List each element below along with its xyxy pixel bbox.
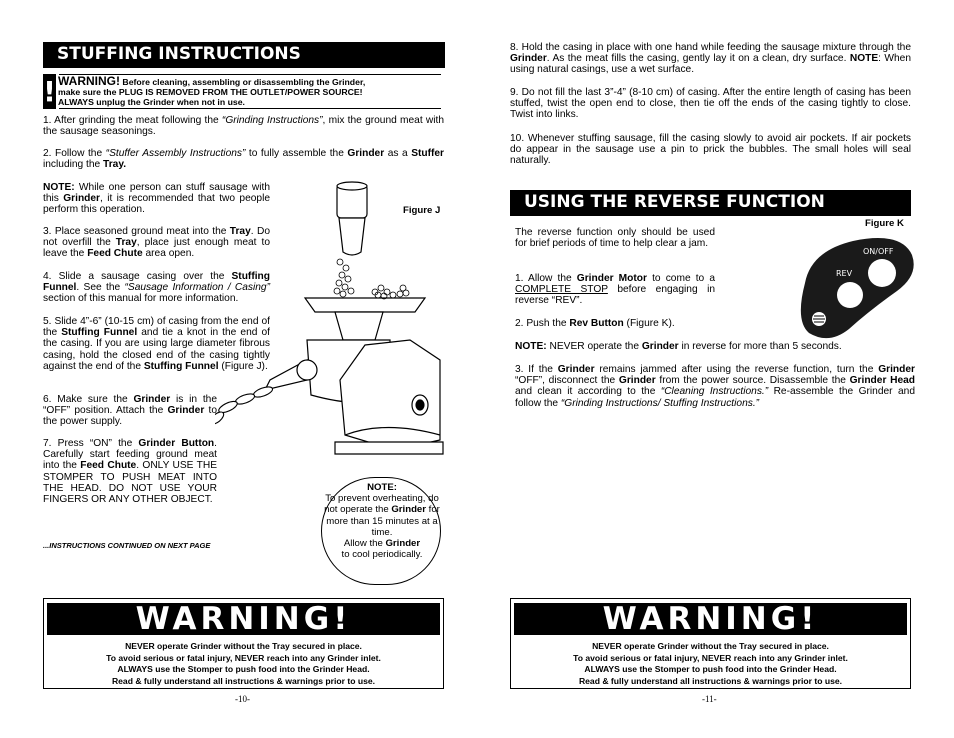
figure-j-label: Figure J [403,205,441,216]
unplug-warning-box [43,74,441,109]
rev-label: REV [836,269,853,278]
ground-meat-pieces [334,259,409,299]
vent-icon [812,312,826,326]
warning-footer-right [510,598,911,689]
reverse-step-2: 2. Push the Rev Button (Figure K). [515,318,675,329]
overheating-note-text: NOTE: To prevent overheating, do not operate the Grinder for more than 15 minutes at a time. Allow the Grinder to cool periodically. [324,482,440,561]
warning-footer-line: To avoid serious or fatal injury, NEVER reach into any Grinder inlet. [573,652,848,663]
control-panel-figure [791,233,916,343]
control-panel-shape [791,233,916,343]
warning-footer-line: To avoid serious or fatal injury, NEVER reach into any Grinder inlet. [106,652,381,663]
reverse-step-1: 1. Allow the Grinder Motor to come to a COMPLETE STOP before engaging in reverse “REV”. [515,273,715,307]
step-6: 6. Make sure the Grinder is in the “OFF” position. Attach the Grinder to the power supply. [43,394,218,428]
warning-footer-line: Read & fully understand all instructions & warnings prior to use. [578,675,843,686]
warning-line1: Before cleaning, assembling or disassembling the Grinder, [122,77,366,87]
warning-footer-line: NEVER operate Grinder without the Tray secured in place. [125,641,362,651]
exclamation-icon: ! [43,75,56,108]
grinder-stuffer-illustration [215,180,445,480]
warning-footer-title: WARNING! [47,603,440,635]
step-1: 1. After grinding the meat following the “Grinding Instructions”, mix the ground meat with the sausage seasonings. [43,115,445,138]
warning-footer-title: WARNING! [514,603,907,635]
step-4: 4. Slide a sausage casing over the Stuffing Funnel. See the “Sausage Information / Casing” section of this manual for more information. [43,271,270,305]
reverse-note: NOTE: NEVER operate the Grinder in reverse for more than 5 seconds. [515,341,842,352]
reverse-intro: The reverse function only should be used for brief periods of time to help clear a jam. [515,227,715,250]
step-10: 10. Whenever stuffing sausage, fill the casing slowly to avoid air pockets. If air pockets do appear in the sausage use a pin to prick the bubbles. The small holes will seal naturally. [510,133,911,167]
warning-footer-line: Read & fully understand all instructions & warnings prior to use. [111,675,376,686]
onoff-label: ON/OFF [863,247,894,256]
warning-line3: ALWAYS unplug the Grinder when not in use. [58,97,245,108]
page-number-left: -10- [235,694,250,704]
stomper-shaft [339,218,365,255]
warning-footer-left [43,598,444,689]
warning-title: WARNING! [58,74,120,88]
warning-footer-line: ALWAYS use the Stomper to push food into the Grinder Head. [584,664,837,675]
figure-k-label: Figure K [865,218,904,229]
step-7: 7. Press “ON” the Grinder Button. Carefully start feeding ground meat into the Feed Chute. ONLY USE THE STOMPER TO PUSH MEAT INTO THE HEAD. DO NOT USE YOUR FINGERS OR ANY OTHER OBJECT. [43,438,217,506]
note-two-people: NOTE: While one person can stuff sausage with this Grinder, it is recommended that two people perform this operation. [43,182,270,216]
rev-button [837,282,863,308]
tray [305,298,425,312]
step-3: 3. Place seasoned ground meat into the Tray. Do not overfill the Tray, place just enough meat to leave the Feed Chute area open. [43,226,271,260]
step-8: 8. Hold the casing in place with one hand while feeding the sausage mixture through the Grinder. As the meat fills the casing, gently lay it on a clean, dry surface. NOTE: When using natural casings, use a wet surface. [510,42,912,76]
left-section-heading: STUFFING INSTRUCTIONS [43,42,445,68]
warning-line2: make sure the PLUG IS REMOVED FROM THE OUTLET/POWER SOURCE! [58,87,363,98]
onoff-button [868,259,896,287]
continued-note: ...INSTRUCTIONS CONTINUED ON NEXT PAGE [43,541,211,550]
step-2: 2. Follow the “Stuffer Assembly Instructions” to fully assemble the Grinder as a Stuffer including the Tray. [43,148,445,171]
warning-footer-line: NEVER operate Grinder without the Tray secured in place. [592,641,829,651]
sausage-links [215,385,274,426]
page-number-right: -11- [702,694,717,704]
right-section-heading: USING THE REVERSE FUNCTION [510,190,911,216]
warning-footer-line: ALWAYS use the Stomper to push food into the Grinder Head. [117,664,370,675]
reverse-step-3: 3. If the Grinder remains jammed after using the reverse function, turn the Grinder “OFF”, disconnect the Grinder from the power source. Disassemble the Grinder Head and clean it according to the “Cleaning Instructions.” Re-assemble the Grinder and follow the “Grinding Instructions/ Stuffing Instructions.” [515,364,915,409]
step-9: 9. Do not fill the last 3”-4” (8-10 cm) of casing. After the entire length of casing has been stuffed, twist the open end to close, then tie off the ends of the casing tightly to close. Twist into links. [510,87,911,121]
step-5: 5. Slide 4”-6” (10-15 cm) of casing from the end of the Stuffing Funnel and tie a knot in the end of the casing. If you are using large diameter fibrous casing, hold the closed end of the casing tightly against the end of the Stuffing Funnel (Figure J). [43,316,270,372]
